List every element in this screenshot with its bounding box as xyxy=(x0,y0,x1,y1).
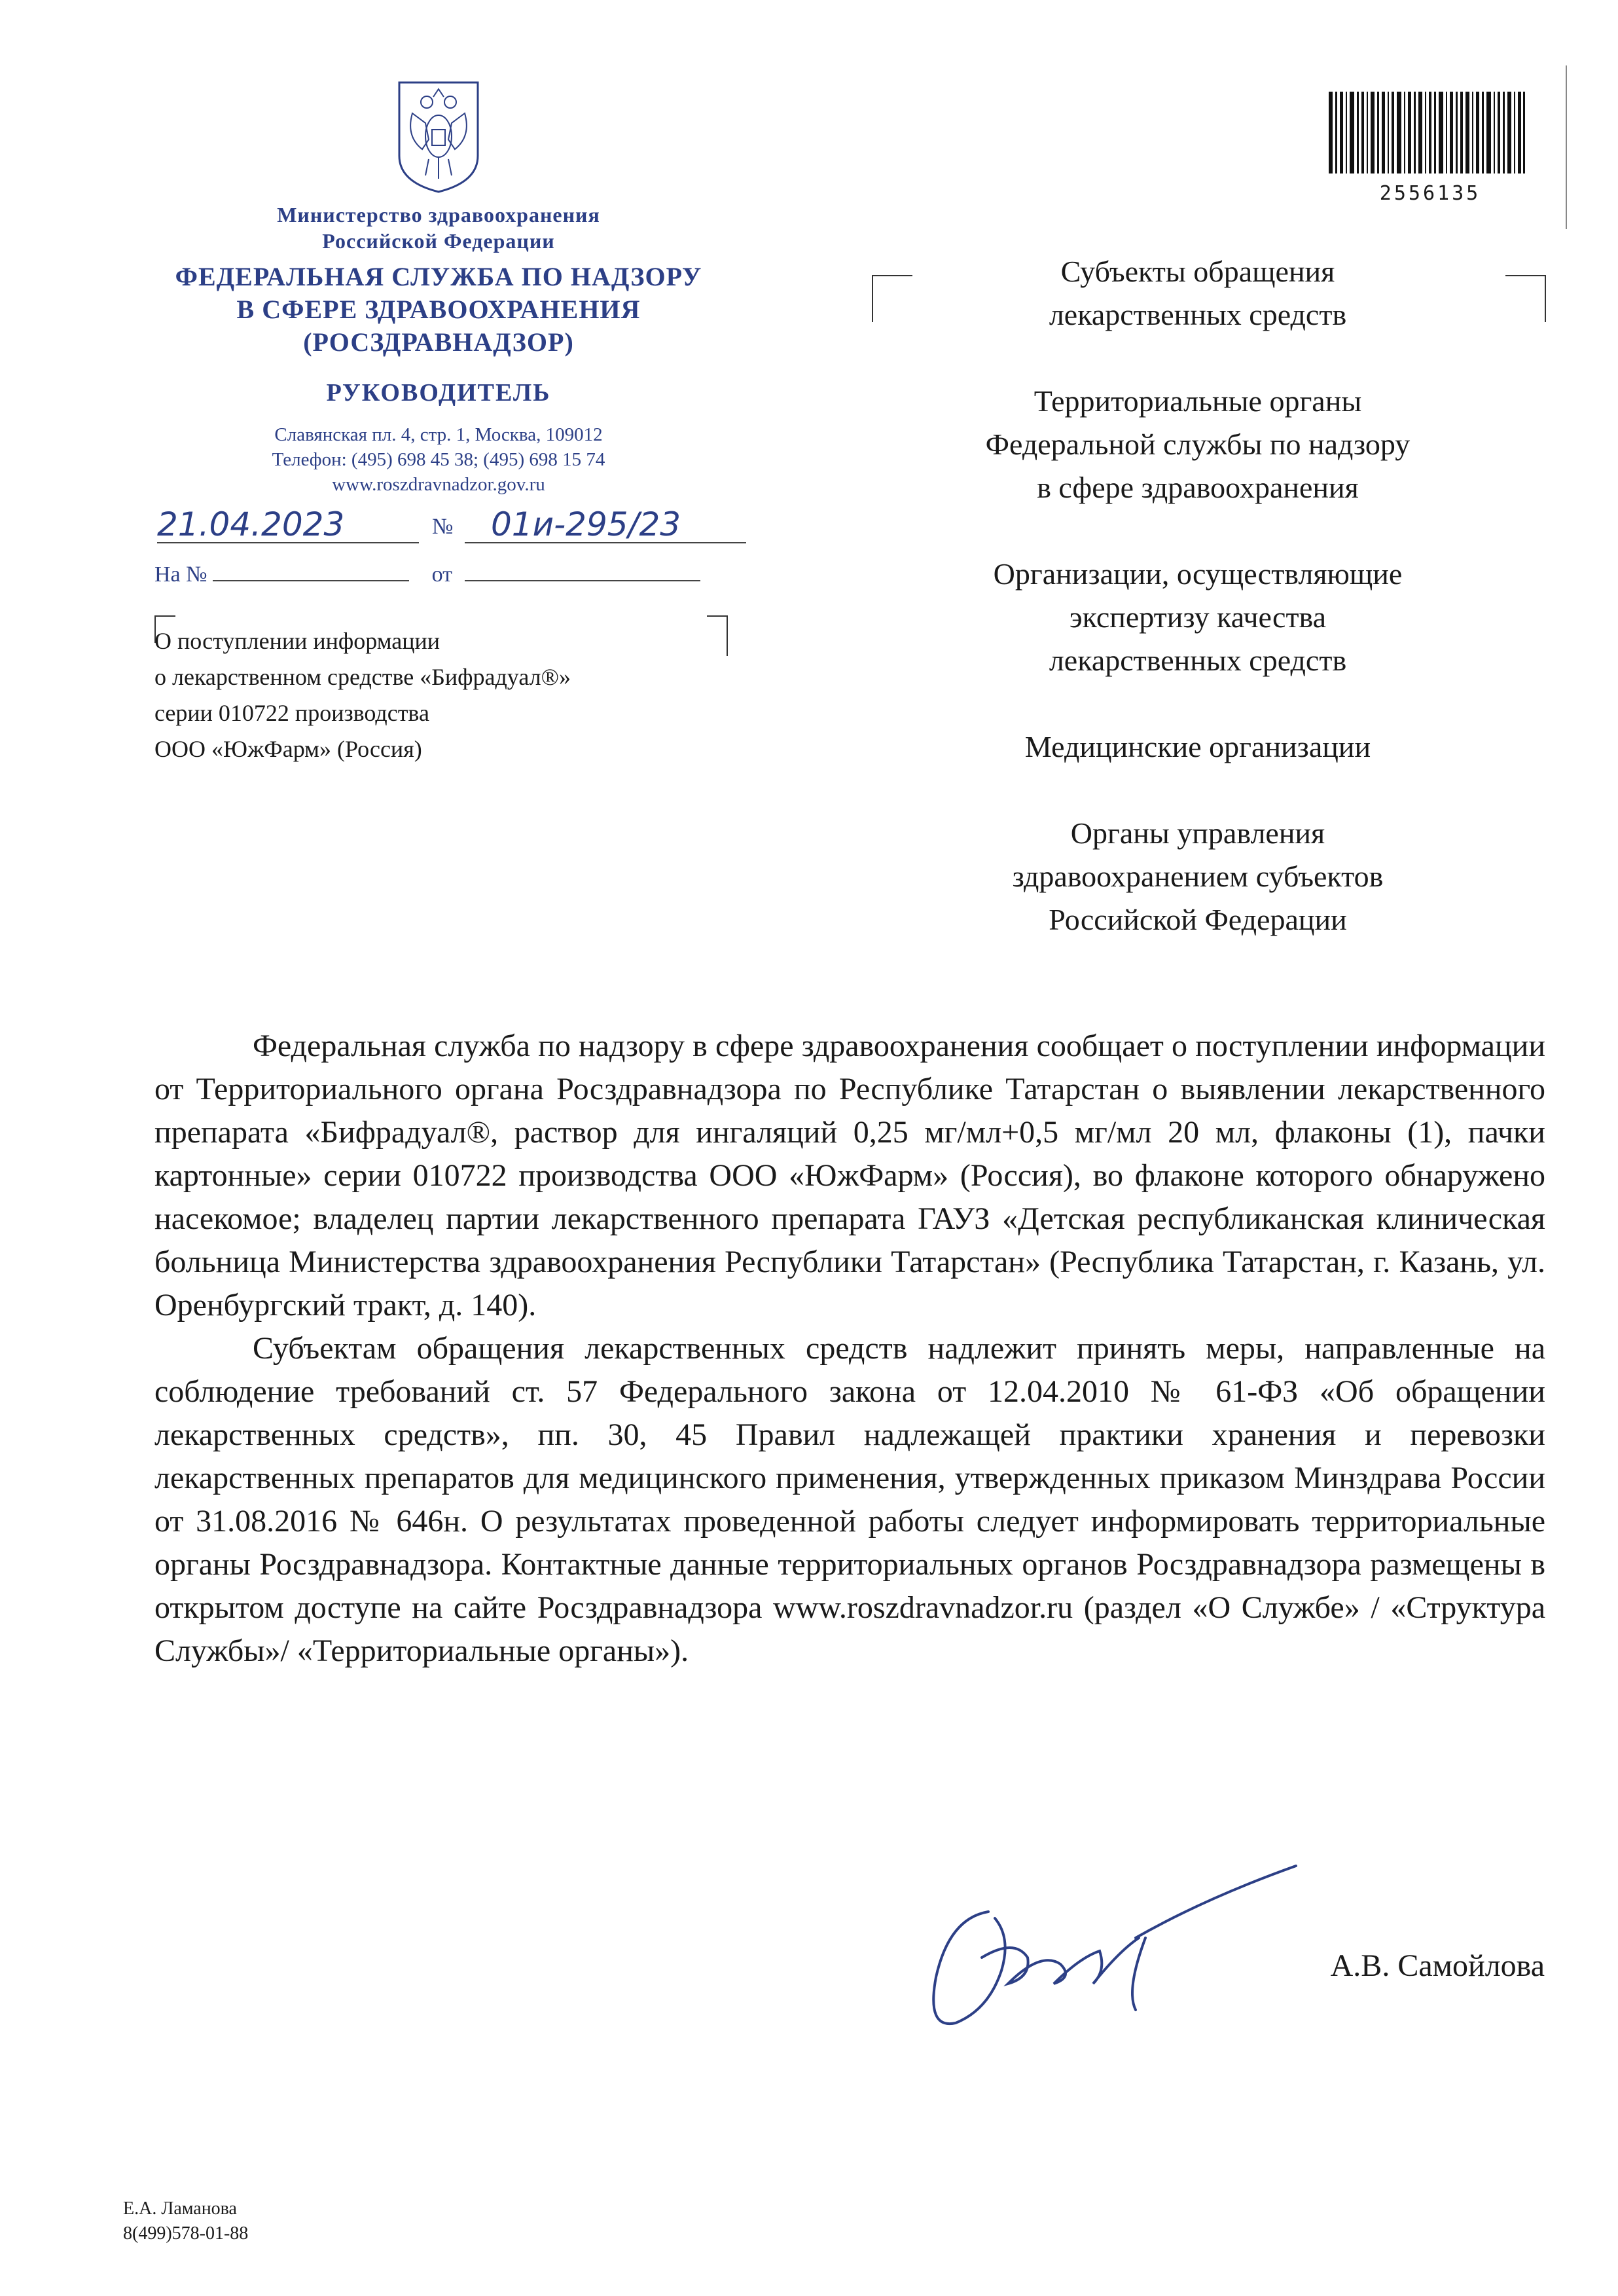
addressee-line: здравоохранением субъектов xyxy=(1012,860,1384,893)
registration-date: 21.04.2023 xyxy=(157,505,345,543)
website: www.roszdravnadzor.gov.ru xyxy=(332,474,545,495)
signature-icon xyxy=(910,1859,1303,2062)
addressee-line: Медицинские организации xyxy=(1024,730,1371,763)
addressee-line: Российской Федерации xyxy=(1049,903,1347,936)
barcode-icon xyxy=(1329,92,1525,173)
addressee-line: экспертизу качества xyxy=(1069,600,1327,634)
subject-line: О поступлении информации xyxy=(154,628,440,654)
addressee-item xyxy=(903,250,1492,337)
barcode-number: 2556135 xyxy=(1379,182,1481,205)
addressee-line: Территориальные органы xyxy=(1034,384,1362,418)
service-line-1: ФЕДЕРАЛЬНАЯ СЛУЖБА ПО НАДЗОРУ xyxy=(175,262,702,291)
executor-phone: 8(499)578-01-88 xyxy=(123,2223,249,2244)
addressee-line: лекарственных средств xyxy=(1049,644,1347,677)
addressee-line: лекарственных средств xyxy=(1049,298,1347,331)
signer-name: А.В. Самойлова xyxy=(1330,1948,1545,1983)
number-sign: № xyxy=(432,515,454,539)
subject-line: ООО «ЮжФарм» (Россия) xyxy=(154,736,422,762)
executor-name: Е.А. Ламанова xyxy=(123,2198,237,2219)
addressee-list xyxy=(903,250,1492,985)
body-paragraph-2: Субъектам обращения лекарственных средств надлежит принять меры, направленные на соблюдение требований ст. 57 Федерального закона от 12.04.2010 № 61-ФЗ «Об обращении лекарственных средств», пп. 30, 45 Правил надлежащей практики хранения и перевозки лекарственных препаратов для медицинского применения, утвержденных приказом Минздрава России от 31.08.2016 № 646н. О результатах проведенной работы следует информировать территориальные органы Росздравнадзора. Контактные данные территориальных органов Росздравнадзора размещены в открытом доступе на сайте Росздравнадзора www.roszdravnadzor.ru (раздел «О Службе» / «Структура Службы»/ «Территориальные органы»). xyxy=(154,1331,1545,1668)
ministry-line-1: Министерство здравоохранения xyxy=(277,203,600,227)
phone: Телефон: (495) 698 45 38; (495) 698 15 74 xyxy=(272,449,605,470)
registration-line xyxy=(157,505,825,551)
subject-block xyxy=(154,623,730,767)
head-title: РУКОВОДИТЕЛЬ xyxy=(326,379,551,407)
subject-line: о лекарственном средстве «Бифрадуал®» xyxy=(154,664,571,690)
address: Славянская пл. 4, стр. 1, Москва, 109012 xyxy=(274,424,603,445)
contact-block xyxy=(144,422,733,497)
ref-from: от xyxy=(431,562,453,587)
addressee-line: в сфере здравоохранения xyxy=(1037,471,1359,504)
addressee-item xyxy=(903,812,1492,941)
addressee-line: Организации, осуществляющие xyxy=(993,557,1403,591)
reference-line xyxy=(154,562,730,587)
service-name xyxy=(131,261,746,359)
addressee-line: Органы управления xyxy=(1070,816,1325,850)
addressee-item xyxy=(903,380,1492,509)
registration-number: 01и-295/23 xyxy=(491,505,681,543)
addressee-item xyxy=(903,725,1492,769)
body-paragraph-1: Федеральная служба по надзору в сфере здравоохранения сообщает о поступлении информации от Территориального органа Росздравнадзора по Республике Татарстан о выявлении лекарственного препарата «Бифрадуал®, раствор для ингаляций 0,25 мг/мл+0,5 мг/мл 20 мл, флаконы (1), пачки картонные» серии 010722 производства ООО «ЮжФарм» (Россия), во флаконе которого обнаружено насекомое; владелец партии лекарственного препарата ГАУЗ «Детская республиканская клиническая больница Министерства здравоохранения Республики Татарстан» (Республика Татарстан, г. Казань, ул. Оренбургский тракт, д. 140). xyxy=(154,1029,1545,1322)
executor-block xyxy=(123,2196,450,2246)
subject-line: серии 010722 производства xyxy=(154,700,429,726)
coat-of-arms-icon xyxy=(393,77,484,195)
letter-body xyxy=(154,1025,1545,1673)
addressee-line: Субъекты обращения xyxy=(1060,255,1335,288)
service-line-3: (РОСЗДРАВНАДЗОР) xyxy=(303,327,574,357)
ref-label: На № xyxy=(154,562,207,587)
addressee-line: Федеральной службы по надзору xyxy=(985,428,1411,461)
ministry-line-2: Российской Федерации xyxy=(322,229,555,253)
service-line-2: В СФЕРЕ ЗДРАВООХРАНЕНИЯ xyxy=(236,295,641,324)
addressee-item xyxy=(903,553,1492,682)
ministry-name xyxy=(157,202,720,254)
